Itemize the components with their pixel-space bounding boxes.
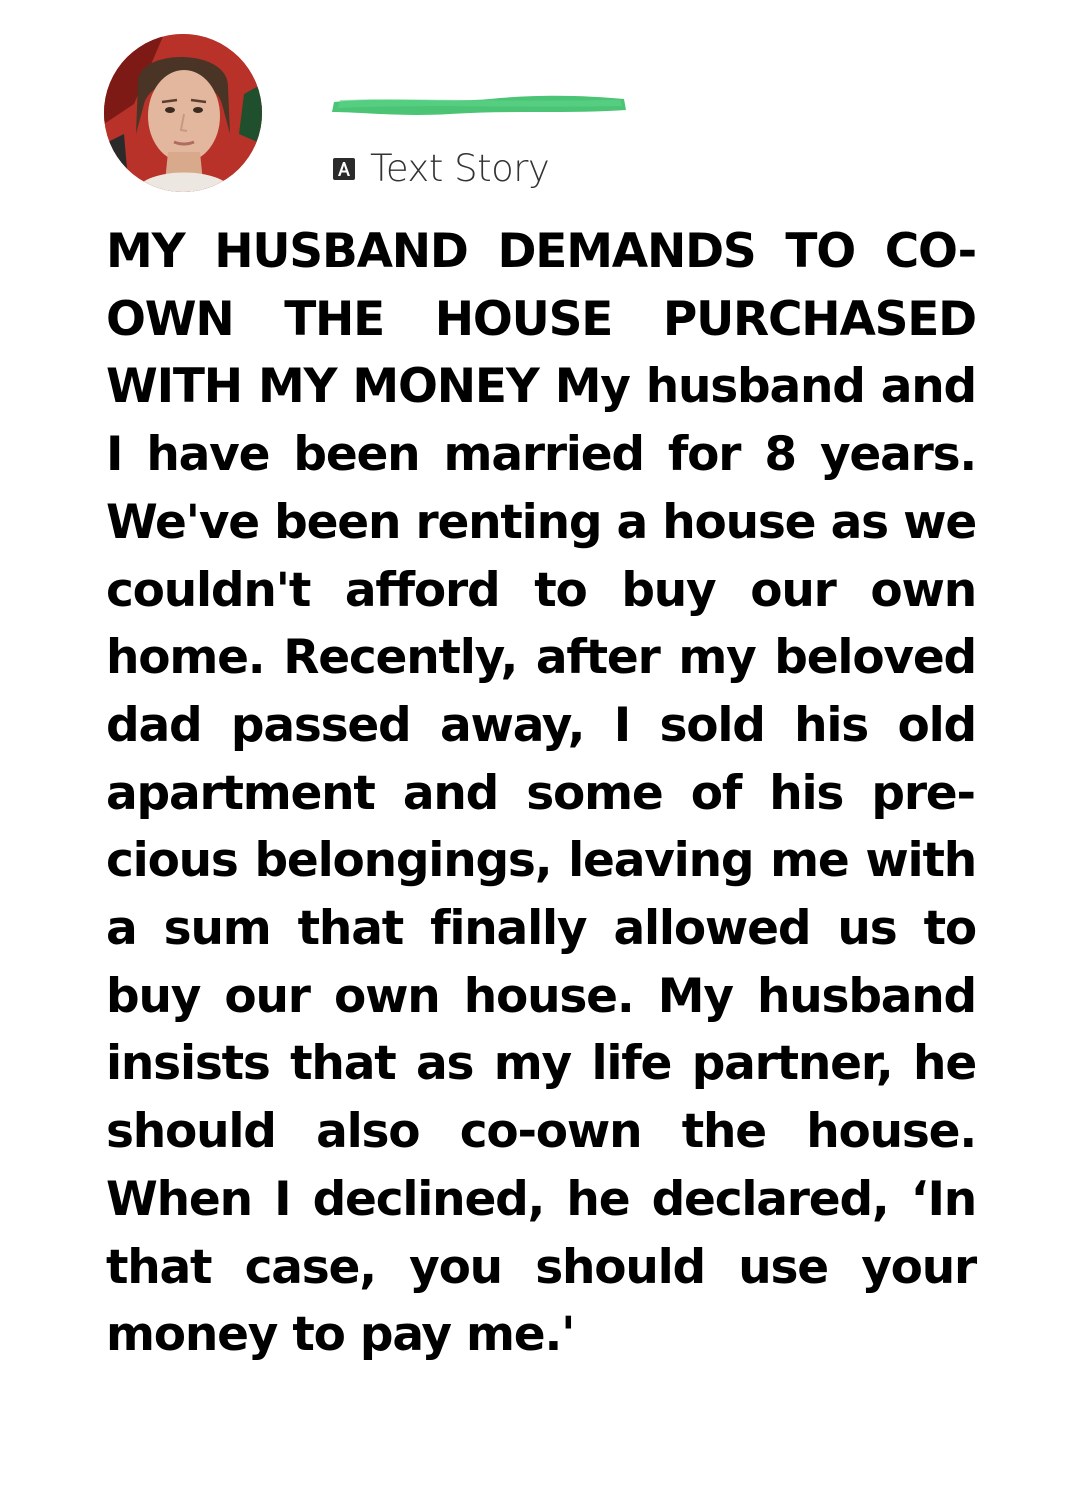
story-body-text: My husband and I have been married for 8 years. We've been renting a house as we couldn't afford to buy our own home. Recently, after my beloved dad passed away, I sold his old apartment and some of his precious belongings, leaving me with a sum that finally allowed us to buy our own house. My husband insists that as my life partner, he should also co-own the house. When I declined, he declared, ‘In that case, you should use your money to pay me.' <box>106 359 976 1363</box>
avatar[interactable] <box>104 34 262 192</box>
story-text <box>106 218 976 1369</box>
redacted-author-name <box>330 90 628 120</box>
post-header <box>0 0 1080 210</box>
letter-a-icon <box>332 157 356 181</box>
story-type-label: Text Story <box>370 147 550 190</box>
story-title: MY HUSBAND DEMANDS TO CO-OWN THE HOUSE PURCHASED WITH MY MONEY <box>106 224 976 415</box>
redaction-bar <box>330 90 628 120</box>
story-type-indicator <box>332 147 549 191</box>
avatar-photo <box>104 34 262 192</box>
